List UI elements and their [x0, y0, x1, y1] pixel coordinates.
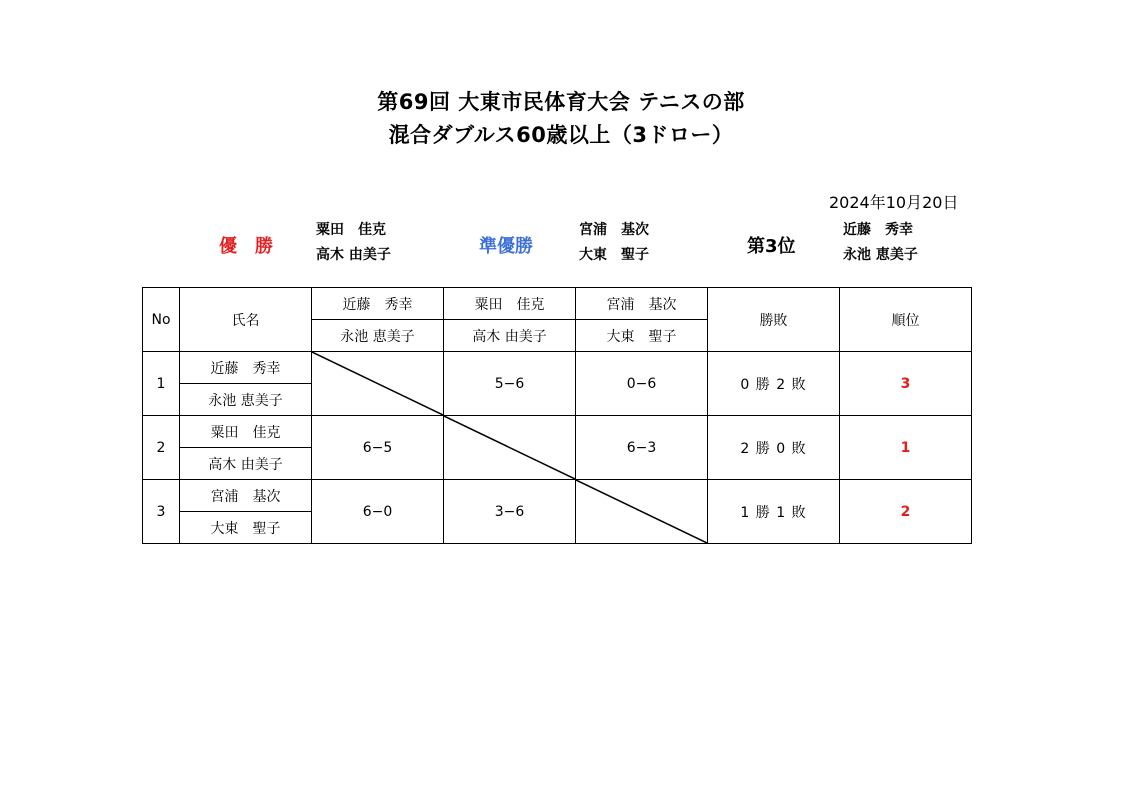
rank: 1: [840, 416, 972, 480]
row-player-2: 大東 聖子: [180, 512, 312, 544]
col-1-player-1: 近藤 秀幸: [312, 288, 444, 320]
score-cell: 3−6: [444, 480, 576, 544]
winner-name-2: 高木 由美子: [316, 247, 391, 263]
header-no: No: [143, 288, 180, 352]
diagonal-cell: [444, 416, 576, 480]
winner-names: [316, 218, 391, 268]
table-row: [143, 352, 972, 384]
third-place-name-1: 近藤 秀幸: [843, 222, 913, 238]
third-place-names: [843, 218, 918, 268]
diagonal-cell: [312, 352, 444, 416]
row-number: 3: [143, 480, 180, 544]
winner-name-1: 粟田 佳克: [316, 222, 386, 238]
row-number: 1: [143, 352, 180, 416]
page-title: 第69回 大東市民体育大会 テニスの部: [377, 90, 745, 114]
runner-up-label: 準優勝: [479, 236, 533, 257]
row-number: 2: [143, 416, 180, 480]
third-place-name-2: 永池 恵美子: [843, 247, 918, 263]
col-2-player-2: 高木 由美子: [444, 320, 576, 352]
win-loss: 1 勝 1 敗: [708, 480, 840, 544]
runner-up-name-2: 大東 聖子: [579, 247, 649, 263]
runner-up-name-1: 宮浦 基次: [579, 222, 649, 238]
score-cell: 0−6: [576, 352, 708, 416]
event-date: 2024年10月20日: [829, 193, 959, 212]
diagonal-cell: [576, 480, 708, 544]
runner-up-names: [579, 218, 649, 268]
header-name: 氏名: [180, 288, 312, 352]
header-rank: 順位: [840, 288, 972, 352]
col-3-player-1: 宮浦 基次: [576, 288, 708, 320]
round-robin-table: [142, 287, 972, 544]
table-row: [143, 480, 972, 512]
col-3-player-2: 大東 聖子: [576, 320, 708, 352]
score-cell: 5−6: [444, 352, 576, 416]
row-player-1: 粟田 佳克: [180, 416, 312, 448]
score-cell: 6−5: [312, 416, 444, 480]
winner-label: 優 勝: [219, 236, 273, 257]
header-result: 勝敗: [708, 288, 840, 352]
row-player-1: 近藤 秀幸: [180, 352, 312, 384]
score-cell: 6−3: [576, 416, 708, 480]
rank: 3: [840, 352, 972, 416]
score-cell: 6−0: [312, 480, 444, 544]
rank: 2: [840, 480, 972, 544]
third-place-label: 第3位: [747, 236, 796, 257]
row-player-2: 高木 由美子: [180, 448, 312, 480]
table-row: [143, 416, 972, 448]
col-1-player-2: 永池 恵美子: [312, 320, 444, 352]
col-2-player-1: 粟田 佳克: [444, 288, 576, 320]
page-subtitle: 混合ダブルス60歳以上（3ドロー）: [388, 123, 734, 147]
win-loss: 2 勝 0 敗: [708, 416, 840, 480]
row-player-2: 永池 恵美子: [180, 384, 312, 416]
win-loss: 0 勝 2 敗: [708, 352, 840, 416]
row-player-1: 宮浦 基次: [180, 480, 312, 512]
